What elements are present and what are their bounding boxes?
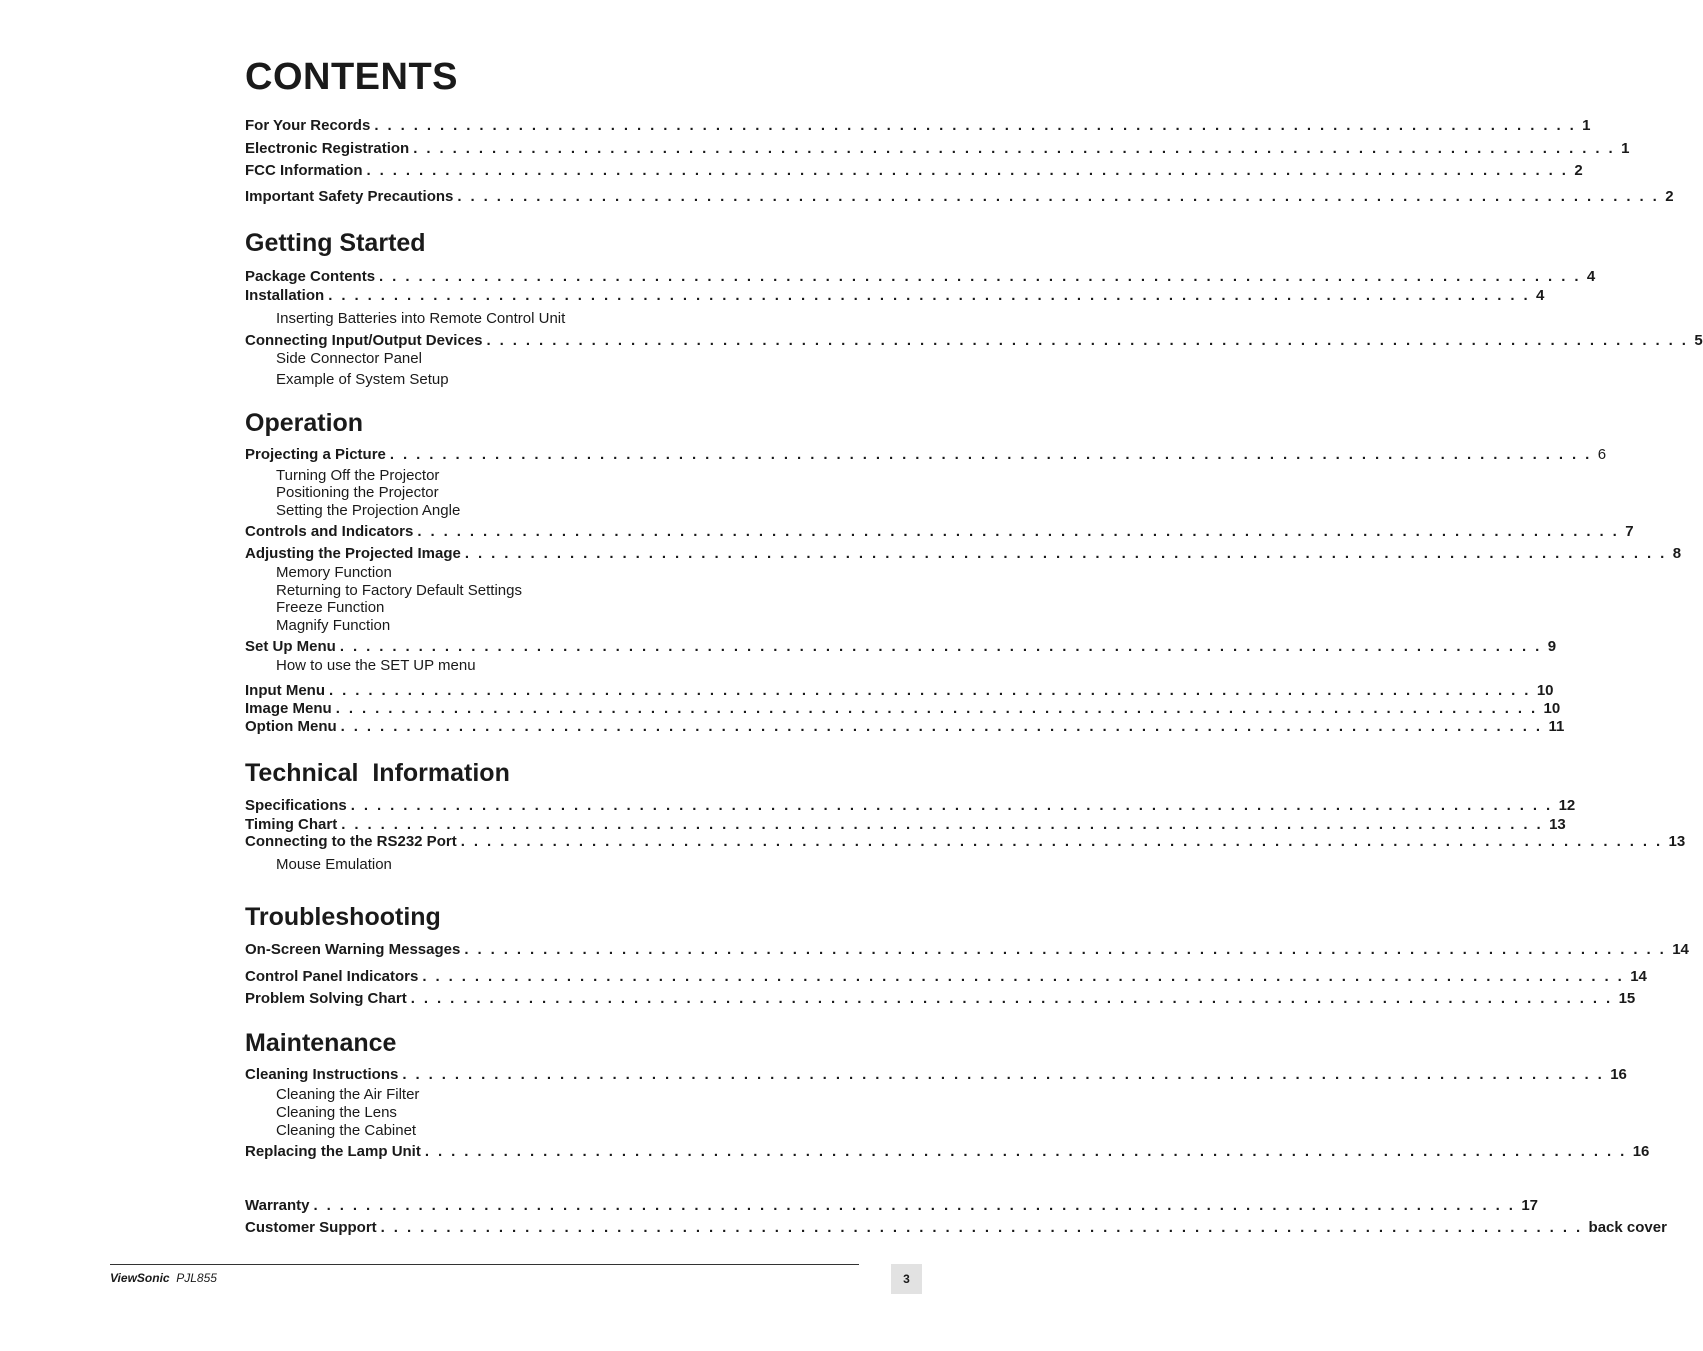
toc-subentry[interactable]: Cleaning the Cabinet — [276, 1122, 417, 1139]
dot-leader: . . . . . . . . . . . . . . . . . . . . . . . . . . . . . . . . . . . . . . . . . . . . . . . . . . . . . . . . . . . . . . . . . . . . . . . . . . . . . . . . . . . . . . . . . . . . — [374, 117, 1577, 134]
entry-title: Connecting to the RS232 Port — [245, 833, 457, 850]
toc-subentry[interactable]: Returning to Factory Default Settings — [276, 582, 522, 599]
dot-leader: . . . . . . . . . . . . . . . . . . . . . . . . . . . . . . . . . . . . . . . . . . . . . . . . . . . . . . . . . . . . . . . . . . . . . . . . . . . . . . . . . . . . . . . . . . . . — [340, 718, 1543, 735]
section-heading-operation: Operation — [245, 409, 364, 437]
toc-entry-image-menu[interactable] — [245, 700, 1561, 720]
toc-entry-adjusting-image[interactable] — [245, 545, 1682, 565]
entry-page: 2 — [1665, 188, 1674, 205]
dot-leader: . . . . . . . . . . . . . . . . . . . . . . . . . . . . . . . . . . . . . . . . . . . . . . . . . . . . . . . . . . . . . . . . . . . . . . . . . . . . . . . . . . . . . . . . . . . . — [410, 990, 1613, 1007]
page-title: CONTENTS — [245, 56, 458, 98]
brand-name: ViewSonic — [110, 1271, 170, 1285]
entry-page: 15 — [1618, 990, 1636, 1007]
entry-page: 6 — [1597, 446, 1607, 463]
toc-entry-rs232-port[interactable] — [245, 833, 1686, 853]
dot-leader: . . . . . . . . . . . . . . . . . . . . . . . . . . . . . . . . . . . . . . . . . . . . . . . . . . . . . . . . . . . . . . . . . . . . . . . . . . . . . . . . . . . . . . . . . . . . — [341, 816, 1544, 833]
entry-title: Option Menu — [245, 718, 337, 735]
dot-leader: . . . . . . . . . . . . . . . . . . . . . . . . . . . . . . . . . . . . . . . . . . . . . . . . . . . . . . . . . . . . . . . . . . . . . . . . . . . . . . . . . . . . . . . . . . . . — [389, 446, 1592, 463]
toc-subentry[interactable]: Cleaning the Air Filter — [276, 1086, 420, 1103]
dot-leader: . . . . . . . . . . . . . . . . . . . . . . . . . . . . . . . . . . . . . . . . . . . . . . . . . . . . . . . . . . . . . . . . . . . . . . . . . . . . . . . . . . . . . . . . . . . . — [339, 638, 1542, 655]
toc-subentry[interactable]: Setting the Projection Angle — [276, 502, 461, 519]
toc-entry-specifications[interactable] — [245, 797, 1576, 817]
toc-entry-projecting-picture[interactable] — [245, 446, 1607, 466]
toc-entry-controls-indicators[interactable] — [245, 523, 1634, 543]
entry-page: 13 — [1549, 816, 1566, 833]
dot-leader: . . . . . . . . . . . . . . . . . . . . . . . . . . . . . . . . . . . . . . . . . . . . . . . . . . . . . . . . . . . . . . . . . . . . . . . . . . . . . . . . . . . . . . . . . . . . — [380, 1219, 1583, 1236]
toc-subentry[interactable]: Inserting Batteries into Remote Control Unit — [276, 310, 566, 327]
toc-entry-customer-support[interactable] — [245, 1219, 1667, 1239]
entry-title: Specifications — [245, 797, 347, 814]
entry-title: Control Panel Indicators — [245, 968, 419, 985]
entry-title: Package Contents — [245, 268, 376, 285]
toc-entry-warranty[interactable] — [245, 1197, 1539, 1217]
dot-leader: . . . . . . . . . . . . . . . . . . . . . . . . . . . . . . . . . . . . . . . . . . . . . . . . . . . . . . . . . . . . . . . . . . . . . . . . . . . . . . . . . . . . . . . . . . . . — [328, 682, 1531, 699]
toc-entry-input-menu[interactable] — [245, 682, 1554, 702]
entry-title: Input Menu — [245, 682, 325, 699]
toc-entry-cleaning-instructions[interactable] — [245, 1066, 1627, 1086]
entry-page: 13 — [1668, 833, 1686, 850]
entry-page: 1 — [1582, 117, 1591, 134]
toc-subentry[interactable]: Memory Function — [276, 564, 392, 581]
toc-entry-package-contents[interactable] — [245, 268, 1596, 288]
entry-page: 1 — [1621, 140, 1630, 157]
entry-title: Image Menu — [245, 700, 332, 717]
entry-title: Projecting a Picture — [245, 446, 386, 463]
toc-subentry[interactable]: Turning Off the Projector — [276, 467, 440, 484]
footer-divider — [110, 1264, 859, 1265]
toc-entry-replacing-lamp[interactable] — [245, 1143, 1650, 1163]
toc-subentry[interactable]: How to use the SET UP menu — [276, 657, 476, 674]
entry-page: 16 — [1610, 1066, 1627, 1083]
entry-page: 17 — [1521, 1197, 1539, 1214]
dot-leader: . . . . . . . . . . . . . . . . . . . . . . . . . . . . . . . . . . . . . . . . . . . . . . . . . . . . . . . . . . . . . . . . . . . . . . . . . . . . . . . . . . . . . . . . . . . . — [422, 968, 1625, 985]
entry-title: Adjusting the Projected Image — [245, 545, 461, 562]
entry-title: Controls and Indicators — [245, 523, 414, 540]
toc-entry-option-menu[interactable] — [245, 718, 1565, 738]
dot-leader: . . . . . . . . . . . . . . . . . . . . . . . . . . . . . . . . . . . . . . . . . . . . . . . . . . . . . . . . . . . . . . . . . . . . . . . . . . . . . . . . . . . . . . . . . . . . — [417, 523, 1620, 540]
entry-page: 2 — [1574, 162, 1583, 179]
section-heading-troubleshooting: Troubleshooting — [245, 903, 441, 931]
toc-entry-connecting-io[interactable] — [245, 332, 1703, 352]
toc-entry-control-panel-indicators[interactable] — [245, 968, 1647, 988]
entry-page: 11 — [1548, 718, 1565, 735]
footer-brand — [110, 1271, 217, 1285]
toc-subentry[interactable]: Freeze Function — [276, 599, 385, 616]
entry-page: back cover — [1588, 1219, 1667, 1236]
dot-leader: . . . . . . . . . . . . . . . . . . . . . . . . . . . . . . . . . . . . . . . . . . . . . . . . . . . . . . . . . . . . . . . . . . . . . . . . . . . . . . . . . . . . . . . . . . . . — [379, 268, 1581, 285]
toc-entry-fcc-information[interactable] — [245, 162, 1583, 182]
toc-subentry[interactable]: Cleaning the Lens — [276, 1104, 397, 1121]
entry-title: Problem Solving Chart — [245, 990, 407, 1007]
model-name: PJL855 — [176, 1271, 217, 1285]
dot-leader: . . . . . . . . . . . . . . . . . . . . . . . . . . . . . . . . . . . . . . . . . . . . . . . . . . . . . . . . . . . . . . . . . . . . . . . . . . . . . . . . . . . . . . . . . . . . — [464, 941, 1667, 958]
toc-entry-important-safety[interactable] — [245, 188, 1674, 208]
page-number-badge: 3 — [891, 1264, 922, 1294]
entry-page: 7 — [1625, 523, 1634, 540]
entry-title: Timing Chart — [245, 816, 338, 833]
entry-title: Warranty — [245, 1197, 310, 1214]
entry-title: Electronic Registration — [245, 140, 410, 157]
toc-entry-warning-messages[interactable] — [245, 941, 1689, 961]
toc-entry-set-up-menu[interactable] — [245, 638, 1557, 658]
entry-title: FCC Information — [245, 162, 363, 179]
entry-title: Important Safety Precautions — [245, 188, 454, 205]
entry-page: 14 — [1630, 968, 1647, 985]
entry-page: 9 — [1547, 638, 1557, 655]
toc-subentry[interactable]: Side Connector Panel — [276, 350, 422, 367]
section-heading-maintenance: Maintenance — [245, 1029, 397, 1057]
entry-title: Installation — [245, 287, 325, 304]
section-heading-getting-started: Getting Started — [245, 229, 426, 257]
toc-subentry[interactable]: Positioning the Projector — [276, 484, 439, 501]
toc-entry-installation[interactable] — [245, 287, 1545, 307]
entry-page: 10 — [1536, 682, 1554, 699]
dot-leader: . . . . . . . . . . . . . . . . . . . . . . . . . . . . . . . . . . . . . . . . . . . . . . . . . . . . . . . . . . . . . . . . . . . . . . . . . . . . . . . . . . . . . . . . . . . . — [402, 1066, 1605, 1083]
entry-title: Customer Support — [245, 1219, 377, 1236]
entry-page: 4 — [1536, 287, 1545, 304]
entry-page: 8 — [1672, 545, 1682, 562]
entry-title: Replacing the Lamp Unit — [245, 1143, 421, 1160]
dot-leader: . . . . . . . . . . . . . . . . . . . . . . . . . . . . . . . . . . . . . . . . . . . . . . . . . . . . . . . . . . . . . . . . . . . . . . . . . . . . . . . . . . . . . . . . . . . . — [313, 1197, 1516, 1214]
entry-page: 4 — [1586, 268, 1596, 285]
dot-leader: . . . . . . . . . . . . . . . . . . . . . . . . . . . . . . . . . . . . . . . . . . . . . . . . . . . . . . . . . . . . . . . . . . . . . . . . . . . . . . . . . . . . . . . . . . . . — [350, 797, 1553, 814]
entry-page: 10 — [1543, 700, 1561, 717]
dot-leader: . . . . . . . . . . . . . . . . . . . . . . . . . . . . . . . . . . . . . . . . . . . . . . . . . . . . . . . . . . . . . . . . . . . . . . . . . . . . . . . . . . . . . . . . . . . . — [457, 188, 1660, 205]
toc-subentry[interactable]: Magnify Function — [276, 617, 391, 634]
dot-leader: . . . . . . . . . . . . . . . . . . . . . . . . . . . . . . . . . . . . . . . . . . . . . . . . . . . . . . . . . . . . . . . . . . . . . . . . . . . . . . . . . . . . . . . . . . . . — [413, 140, 1616, 157]
dot-leader: . . . . . . . . . . . . . . . . . . . . . . . . . . . . . . . . . . . . . . . . . . . . . . . . . . . . . . . . . . . . . . . . . . . . . . . . . . . . . . . . . . . . . . . . . . . . — [464, 545, 1667, 562]
entry-title: Cleaning Instructions — [245, 1066, 399, 1083]
toc-entry-problem-solving-chart[interactable] — [245, 990, 1636, 1010]
section-heading-technical-information: Technical Information — [245, 759, 510, 787]
toc-entry-for-your-records[interactable] — [245, 117, 1591, 137]
dot-leader: . . . . . . . . . . . . . . . . . . . . . . . . . . . . . . . . . . . . . . . . . . . . . . . . . . . . . . . . . . . . . . . . . . . . . . . . . . . . . . . . . . . . . . . . . . . . — [486, 332, 1689, 349]
entry-page: 14 — [1672, 941, 1689, 958]
entry-title: Connecting Input/Output Devices — [245, 332, 483, 349]
dot-leader: . . . . . . . . . . . . . . . . . . . . . . . . . . . . . . . . . . . . . . . . . . . . . . . . . . . . . . . . . . . . . . . . . . . . . . . . . . . . . . . . . . . . . . . . . . . . — [460, 833, 1663, 850]
entry-title: Set Up Menu — [245, 638, 336, 655]
toc-entry-electronic-registration[interactable] — [245, 140, 1630, 160]
entry-title: On-Screen Warning Messages — [245, 941, 461, 958]
dot-leader: . . . . . . . . . . . . . . . . . . . . . . . . . . . . . . . . . . . . . . . . . . . . . . . . . . . . . . . . . . . . . . . . . . . . . . . . . . . . . . . . . . . . . . . . . . . . — [328, 287, 1531, 304]
dot-leader: . . . . . . . . . . . . . . . . . . . . . . . . . . . . . . . . . . . . . . . . . . . . . . . . . . . . . . . . . . . . . . . . . . . . . . . . . . . . . . . . . . . . . . . . . . . . — [335, 700, 1538, 717]
dot-leader: . . . . . . . . . . . . . . . . . . . . . . . . . . . . . . . . . . . . . . . . . . . . . . . . . . . . . . . . . . . . . . . . . . . . . . . . . . . . . . . . . . . . . . . . . . . . — [366, 162, 1569, 179]
dot-leader: . . . . . . . . . . . . . . . . . . . . . . . . . . . . . . . . . . . . . . . . . . . . . . . . . . . . . . . . . . . . . . . . . . . . . . . . . . . . . . . . . . . . . . . . . . . . — [424, 1143, 1627, 1160]
toc-subentry[interactable]: Mouse Emulation — [276, 856, 392, 873]
toc-subentry[interactable]: Example of System Setup — [276, 371, 449, 388]
entry-page: 5 — [1694, 332, 1703, 349]
entry-page: 12 — [1558, 797, 1576, 814]
entry-title: For Your Records — [245, 117, 371, 134]
entry-page: 16 — [1632, 1143, 1650, 1160]
